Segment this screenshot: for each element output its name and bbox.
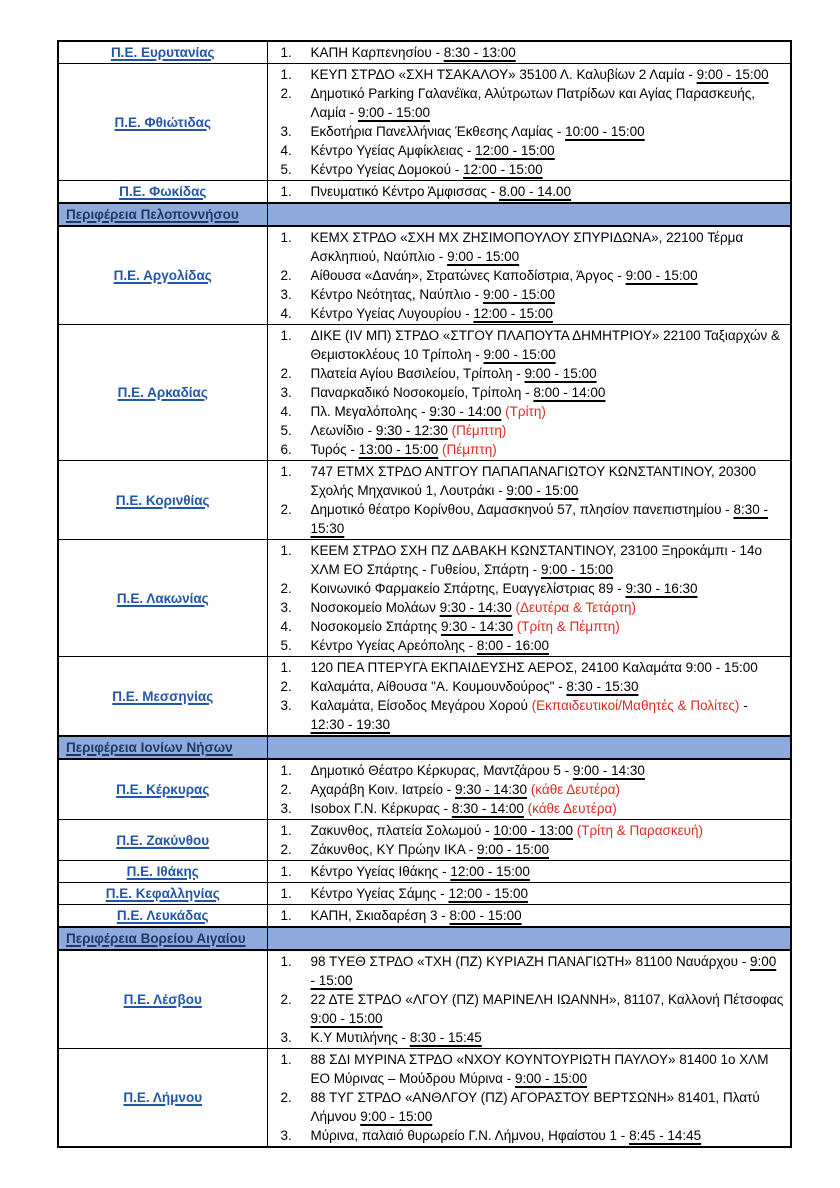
item-hours: 8:30 - 15:30: [566, 679, 639, 694]
item-text: [311, 141, 785, 160]
list-item: [268, 141, 785, 160]
item-hours: 9:00 - 15:00: [476, 842, 550, 857]
region-link[interactable]: Π.Ε. Κέρκυρας: [116, 782, 210, 797]
item-number: 1.: [280, 864, 292, 879]
section-header-empty-cell: [267, 736, 791, 759]
section-header-row: [58, 203, 791, 226]
item-text: [311, 696, 785, 734]
item-text: [311, 160, 785, 179]
item-hours: 12:00 - 15:00: [473, 306, 553, 321]
item-text: [311, 402, 785, 421]
item-location: Δημοτικό Θέατρο Κέρκυρας, Μαντζάρου 5 -: [310, 763, 573, 778]
list-item: [268, 677, 785, 696]
list-item: [268, 636, 785, 655]
region-link[interactable]: Π.Ε. Κεφαλληνίας: [105, 886, 220, 901]
item-number: 1.: [280, 823, 292, 838]
item-number: 3.: [280, 124, 292, 139]
item-location: 120 ΠΕΑ ΠΤΕΡΥΓΑ ΕΚΠΑΙΔΕΥΣΗΣ ΑΕΡΟΣ, 24100 Καλαμάτα 9:00 - 15:00: [310, 660, 758, 675]
list-item: [268, 617, 785, 636]
item-text: [311, 990, 785, 1028]
list-item: [268, 421, 785, 440]
section-header-label: Περιφέρεια Βορείου Αιγαίου: [66, 931, 246, 946]
region-link[interactable]: Π.Ε. Ζακύνθου: [116, 832, 210, 848]
item-number: 1.: [280, 763, 292, 778]
item-location: Νοσοκομείο Μολάων: [310, 600, 440, 615]
region-link[interactable]: Π.Ε. Μεσσηνίας: [112, 688, 214, 704]
item-location: ΚΕΜΧ ΣΤΡΔΟ «ΣΧΗ ΜΧ ΖΗΣΙΜΟΠΟΥΛΟΥ ΣΠΥΡΙΔΩΝΑ», 22100 Τέρμα Ασκληπιού, Ναύπλιο -: [310, 230, 744, 264]
region-link[interactable]: Π.Ε. Λέσβου: [123, 992, 202, 1007]
list-item: [268, 440, 785, 459]
list-item: [268, 1050, 785, 1088]
item-text: [311, 780, 785, 799]
item-number: 3.: [280, 698, 292, 713]
section-header-empty-cell: [267, 203, 791, 226]
region-link[interactable]: Π.Ε. Λήμνου: [123, 1090, 203, 1105]
table-row: [58, 759, 791, 820]
list-item: [268, 658, 785, 677]
item-location: Isobox Γ.Ν. Κέρκυρας -: [310, 801, 452, 816]
region-name-cell: [58, 657, 267, 737]
item-number: 1.: [280, 660, 292, 675]
item-location: Εκδοτήρια Πανελλήνιας Έκθεσης Λαμίας -: [310, 124, 566, 139]
region-name-cell: [58, 325, 267, 461]
region-name-cell: [58, 461, 267, 540]
list-item: [268, 579, 785, 598]
item-text: [311, 326, 785, 364]
item-location: 747 ΕΤΜΧ ΣΤΡΔΟ ΑΝΤΓΟΥ ΠΑΠΑΠΑΝΑΓΙΩΤΟΥ ΚΩΝΣΤΑΝΤΙΝΟΥ, 20300 Σχολής Μηχανικού 1, Λουτράκι -: [310, 464, 757, 498]
item-text: [311, 421, 785, 440]
item-text: [311, 636, 785, 655]
item-text: [311, 579, 785, 598]
location-list-cell: [267, 950, 791, 1049]
item-location: ΚΕΕΜ ΣΤΡΔΟ ΣΧΗ ΠΖ ΔΑΒΑΚΗ ΚΩΝΣΤΑΝΤΙΝΟΥ, 23100 Ξηροκάμπι - 14ο ΧΛΜ ΕΟ Σπάρτης - Γυθείου, Σπάρτη -: [310, 543, 763, 577]
table-row: [58, 226, 791, 325]
list-item: [268, 884, 785, 903]
item-location: Κέντρο Υγείας Αμφίκλειας -: [310, 143, 476, 158]
item-text: [311, 440, 785, 459]
location-list-cell: [267, 461, 791, 540]
item-hours: 8:00 - 16:00: [476, 638, 549, 653]
item-location: Παναρκαδικό Νοσοκομείο, Τρίπολη -: [310, 385, 534, 400]
section-header-cell: [58, 927, 267, 950]
region-link[interactable]: Π.Ε. Λακωνίας: [116, 590, 209, 606]
list-item: [268, 541, 785, 579]
item-text: [311, 1028, 785, 1047]
list-item: [268, 65, 785, 84]
location-list-cell: [267, 657, 791, 737]
location-list-cell: [267, 41, 791, 64]
item-number: 2.: [280, 679, 292, 694]
item-number: 4.: [280, 143, 292, 158]
item-number: 2.: [280, 366, 292, 381]
item-location: ΚΑΠΗ Καρπενησίου -: [310, 45, 444, 60]
item-hours: 12:00 - 15:00: [450, 864, 530, 879]
item-location: ΚΑΠΗ, Σκιαδαρέση 3 -: [310, 908, 450, 923]
table-row: [58, 41, 791, 64]
item-location: Δημοτικό θέατρο Κορίνθου, Δαμασκηνού 57, πλησίον πανεπιστημίου -: [310, 502, 734, 517]
document-page: [57, 40, 790, 1148]
section-header-row: [58, 927, 791, 950]
item-hours: 9:00 - 15:00: [482, 287, 555, 302]
section-header-cell: [58, 736, 267, 759]
item-number: 3.: [280, 600, 292, 615]
item-hours: 9:30 - 14:00: [429, 404, 502, 419]
item-hours: 9:30 - 14:30: [440, 619, 514, 634]
list-item: [268, 326, 785, 364]
list-item: [268, 500, 785, 538]
region-link[interactable]: Π.Ε. Κορινθίας: [115, 492, 210, 508]
list-item: [268, 1028, 785, 1047]
item-number: 3.: [280, 385, 292, 400]
item-hours: 12:00 - 15:00: [448, 886, 529, 901]
item-hours: 8:30 - 15:30: [310, 502, 769, 536]
location-list-cell: [267, 883, 791, 905]
item-text: [311, 1088, 785, 1126]
item-number: 2.: [280, 86, 292, 101]
list-item: [268, 990, 785, 1028]
item-text: [311, 65, 785, 84]
item-number: 1.: [280, 908, 292, 923]
list-item: [268, 840, 785, 859]
item-day-note: (κάθε Δευτέρα): [523, 801, 617, 816]
item-text: [311, 43, 785, 62]
item-number: 4.: [280, 404, 292, 419]
list-item: [268, 84, 785, 122]
item-number: 3.: [280, 287, 292, 302]
item-hours: 12:00 - 15:00: [463, 162, 543, 177]
item-text: [311, 266, 785, 285]
table-row: [58, 950, 791, 1049]
item-number: 1.: [280, 886, 292, 901]
item-number: 3.: [280, 1128, 292, 1143]
item-text: [311, 1126, 785, 1145]
section-header-row: [58, 736, 791, 759]
item-text: [311, 821, 785, 840]
item-day-note: (Εκπαιδευτικοί/Μαθητές & Πολίτες): [531, 698, 740, 713]
item-hours: 8:45 - 14:45: [629, 1128, 702, 1143]
item-text: [311, 500, 785, 538]
location-list-cell: [267, 540, 791, 657]
item-location: Δημοτικό Parking Γαλανέϊκα, Αλύτρωτων Πατρίδων και Αγίας Παρασκευής, Λαμία -: [310, 86, 756, 120]
item-hours: 9:00 - 15:00: [310, 1011, 383, 1026]
section-header-empty-cell: [267, 927, 791, 950]
item-location: 88 ΤΥΓ ΣΤΡΔΟ «ΑΝΘΛΓΟΥ (ΠΖ) ΑΓΟΡΑΣΤΟΥ ΒΕΡΤΣΩΝΗ» 81401, Πλατύ Λήμνου: [310, 1090, 760, 1124]
list-item: [268, 266, 785, 285]
item-text: [311, 952, 785, 990]
list-item: [268, 696, 785, 734]
table-row: [58, 64, 791, 181]
item-day-note: (Τρίτη & Παρασκευή): [572, 823, 704, 838]
location-list-cell: [267, 820, 791, 861]
list-item: [268, 402, 785, 421]
item-location: Πνευματικό Κέντρο Άμφισσας -: [310, 184, 499, 199]
item-location: Ζάκυνθος, ΚΥ Πρώην ΙΚΑ -: [310, 842, 477, 857]
item-number: 2.: [280, 842, 292, 857]
location-list-cell: [267, 861, 791, 883]
item-location: 22 ΔΤΕ ΣΤΡΔΟ «ΛΓΟΥ (ΠΖ) ΜΑΡΙΝΕΛΗ ΙΩΑΝΝΗ», 81107, Καλλονή Πέτσοφας: [310, 992, 784, 1007]
region-name-cell: [58, 540, 267, 657]
region-name-cell: [58, 883, 267, 905]
item-text: [311, 677, 785, 696]
item-location: Λεωνίδιο -: [310, 423, 376, 438]
region-name-cell: [58, 41, 267, 64]
table-row: [58, 181, 791, 204]
region-name-cell: [58, 226, 267, 325]
item-text: [311, 228, 785, 266]
item-number: 1.: [280, 67, 292, 82]
item-location: Ζακυνθος, πλατεία Σολωμού -: [310, 823, 494, 838]
list-item: [268, 383, 785, 402]
item-location: Κέντρο Υγείας Λυγουρίου -: [310, 306, 474, 321]
item-text: [311, 862, 785, 881]
item-hours: 9:00 - 15:00: [540, 562, 613, 577]
region-link[interactable]: Π.Ε. Ιθάκης: [126, 864, 199, 879]
list-item: [268, 122, 785, 141]
table-row: [58, 905, 791, 928]
list-item: [268, 285, 785, 304]
item-hours: 13:00 - 15:00: [358, 442, 439, 457]
item-hours: 9:00 - 15:00: [696, 67, 769, 82]
section-header-label: Περιφέρεια Πελοποννήσου: [66, 207, 239, 222]
location-list-cell: [267, 1049, 791, 1148]
item-number: 2.: [280, 1090, 292, 1105]
region-name-cell: [58, 759, 267, 820]
item-number: 3.: [280, 801, 292, 816]
item-location: Κέντρο Υγείας Σάμης -: [310, 886, 449, 901]
item-hours: 10:00 - 13:00: [493, 823, 573, 838]
table-row: [58, 1049, 791, 1148]
item-day-note: (Τρίτη): [501, 404, 546, 419]
region-name-cell: [58, 181, 267, 204]
item-hours: 8:30 - 14:00: [451, 801, 524, 816]
item-text: [311, 122, 785, 141]
item-text: [311, 304, 785, 323]
region-link[interactable]: Π.Ε. Αργολίδας: [113, 268, 212, 283]
item-number: 1.: [280, 1052, 292, 1067]
item-day-note: (κάθε Δευτέρα): [527, 782, 620, 797]
item-location: 88 ΣΔΙ ΜΥΡΙΝΑ ΣΤΡΔΟ «ΝΧΟΥ ΚΟΥΝΤΟΥΡΙΩΤΗ ΠΑΥΛΟΥ» 81400 1ο ΧΛΜ ΕΟ Μύρινας – Μούδρου Μύρινα -: [310, 1052, 769, 1086]
item-hours: 9:00 - 15:00: [447, 249, 520, 264]
item-number: 1.: [280, 328, 292, 343]
item-number: 1.: [280, 464, 292, 479]
item-hours: 12:00 - 15:00: [475, 143, 555, 158]
item-text: [311, 182, 785, 201]
item-number: 2.: [280, 581, 292, 596]
item-hours: 9:00 - 15:00: [360, 1109, 433, 1124]
item-hours: 9:30 - 12:30: [375, 423, 448, 438]
item-location: -: [739, 698, 748, 713]
item-hours: 9:30 - 14:30: [439, 600, 512, 615]
item-number: 4.: [280, 619, 292, 634]
item-hours: 9:00 - 15:00: [506, 483, 579, 498]
list-item: [268, 462, 785, 500]
item-number: 3.: [280, 1030, 292, 1045]
item-text: [311, 285, 785, 304]
item-hours: 8:00 - 15:00: [449, 908, 522, 923]
item-number: 2.: [280, 268, 292, 283]
location-list-cell: [267, 325, 791, 461]
item-location: ΔΙΚΕ (IV ΜΠ) ΣΤΡΔΟ «ΣΤΓΟΥ ΠΛΑΠΟΥΤΑ ΔΗΜΗΤΡΙΟΥ» 22100 Ταξιαρχών & Θεμιστοκλέους 10 Τρίπολη -: [310, 328, 781, 362]
item-hours: 9:00 - 15:00: [514, 1071, 588, 1086]
item-location: Καλαμάτα, Αίθουσα "Α. Κουμουνδούρος" -: [310, 679, 567, 694]
item-day-note: (Πέμπτη): [438, 442, 497, 457]
list-item: [268, 862, 785, 881]
item-number: 2.: [280, 992, 292, 1007]
table-row: [58, 883, 791, 905]
item-text: [311, 1050, 785, 1088]
region-name-cell: [58, 950, 267, 1049]
item-text: [311, 884, 785, 903]
item-location: ΚΕΥΠ ΣΤΡΔΟ «ΣΧΗ ΤΣΑΚΑΛΟΥ» 35100 Λ. Καλυβίων 2 Λαμία -: [310, 67, 697, 82]
item-number: 5.: [280, 638, 292, 653]
table-row: [58, 657, 791, 737]
list-item: [268, 780, 785, 799]
table-row: [58, 325, 791, 461]
table-row: [58, 540, 791, 657]
item-text: [311, 906, 785, 925]
list-item: [268, 228, 785, 266]
location-list-cell: [267, 759, 791, 820]
item-text: [311, 541, 785, 579]
item-text: [311, 799, 785, 818]
item-hours: 8.00 - 14.00: [498, 184, 572, 199]
table-row: [58, 461, 791, 540]
item-number: 2.: [280, 502, 292, 517]
item-location: Μύρινα, παλαιό θυρωρείο Γ.Ν. Λήμνου, Ηφαίστου 1 -: [310, 1128, 630, 1143]
item-location: Νοσοκομείο Σπάρτης: [310, 619, 441, 634]
item-location: 98 ΤΥΕΘ ΣΤΡΔΟ «ΤΧΗ (ΠΖ) ΚΥΡΙΑΖΗ ΠΑΝΑΓΙΩΤΗ» 81100 Ναυάρχου -: [310, 954, 750, 969]
item-number: 1.: [280, 954, 292, 969]
item-location: Τυρός -: [310, 442, 359, 457]
region-link[interactable]: Π.Ε. Φωκίδας: [119, 184, 207, 199]
item-hours: 9:00 - 15:00: [483, 347, 556, 362]
item-day-note: (Τρίτη & Πέμπτη): [513, 619, 620, 634]
item-location: Αίθουσα «Δανάη», Στρατώνες Καποδίστρια, Άργος -: [310, 268, 626, 283]
schedule-table: [57, 40, 792, 1148]
item-hours: 9:00 - 15:00: [625, 268, 698, 283]
item-number: 1.: [280, 230, 292, 245]
list-item: [268, 43, 785, 62]
item-location: Κέντρο Νεότητας, Ναύπλιο -: [310, 287, 483, 302]
region-name-cell: [58, 1049, 267, 1148]
list-item: [268, 598, 785, 617]
region-link[interactable]: Π.Ε. Αρκαδίας: [117, 385, 208, 400]
item-location: Κ.Υ Μυτιλήνης -: [310, 1030, 410, 1045]
table-row: [58, 820, 791, 861]
item-number: 2.: [280, 782, 292, 797]
list-item: [268, 364, 785, 383]
item-day-note: (Δευτέρα & Τετάρτη): [511, 600, 637, 615]
list-item: [268, 160, 785, 179]
item-text: [311, 462, 785, 500]
region-link[interactable]: Π.Ε. Λευκάδας: [116, 908, 209, 923]
item-day-note: (Πέμπτη): [447, 423, 507, 438]
item-hours: 10:00 - 15:00: [565, 124, 645, 139]
item-number: 5.: [280, 423, 292, 438]
item-text: [311, 598, 785, 617]
item-number: 1.: [280, 184, 292, 199]
list-item: [268, 1126, 785, 1145]
item-number: 6.: [280, 442, 292, 457]
item-number: 5.: [280, 162, 292, 177]
region-name-cell: [58, 64, 267, 181]
schedule-table-body: [58, 41, 791, 1147]
item-location: Πλατεία Αγίου Βασιλείου, Τρίπολη -: [310, 366, 525, 381]
item-hours: 8:30 - 15:45: [409, 1030, 482, 1045]
list-item: [268, 906, 785, 925]
region-link[interactable]: Π.Ε. Ευρυτανίας: [110, 45, 215, 60]
list-item: [268, 821, 785, 840]
item-hours: 9:30 - 14:30: [455, 782, 528, 797]
location-list-cell: [267, 905, 791, 928]
item-location: Κέντρο Υγείας Ιθάκης -: [310, 864, 451, 879]
item-location: Πλ. Μεγαλόπολης -: [310, 404, 430, 419]
item-text: [311, 658, 785, 677]
list-item: [268, 952, 785, 990]
region-name-cell: [58, 820, 267, 861]
item-hours: 9:00 - 14:30: [572, 763, 645, 778]
item-number: 1.: [280, 45, 292, 60]
item-hours: 9:00 - 15:00: [357, 105, 430, 120]
item-text: [311, 761, 785, 780]
item-location: Καλαμάτα, Είσοδος Μεγάρου Χορού: [310, 698, 532, 713]
location-list-cell: [267, 64, 791, 181]
region-name-cell: [58, 905, 267, 928]
item-number: 4.: [280, 306, 292, 321]
location-list-cell: [267, 226, 791, 325]
item-location: Αχαράβη Κοιν. Ιατρείο -: [310, 782, 455, 797]
item-location: Κοινωνικό Φαρμακείο Σπάρτης, Ευαγγελίστριας 89 -: [310, 581, 626, 596]
item-hours: 8:00 - 14:00: [533, 385, 606, 400]
item-hours: 9:00 - 15:00: [524, 366, 597, 381]
list-item: [268, 799, 785, 818]
list-item: [268, 761, 785, 780]
item-hours: 12:30 - 19:30: [310, 717, 391, 732]
section-header-cell: [58, 203, 267, 226]
section-header-label: Περιφέρεια Ιονίων Νήσων: [66, 740, 233, 755]
list-item: [268, 1088, 785, 1126]
item-text: [311, 840, 785, 859]
region-link[interactable]: Π.Ε. Φθιώτιδας: [114, 114, 211, 130]
item-text: [311, 84, 785, 122]
item-location: Κέντρο Υγείας Δομοκού -: [310, 162, 464, 177]
item-hours: 9:00 - 15:00: [310, 954, 777, 988]
item-hours: 9:30 - 16:30: [625, 581, 698, 596]
item-location: Κέντρο Υγείας Αρεόπολης -: [310, 638, 477, 653]
item-number: 1.: [280, 543, 292, 558]
item-text: [311, 617, 785, 636]
location-list-cell: [267, 181, 791, 204]
table-row: [58, 861, 791, 883]
item-text: [311, 383, 785, 402]
list-item: [268, 304, 785, 323]
item-hours: 8:30 - 13:00: [443, 45, 516, 60]
region-name-cell: [58, 861, 267, 883]
item-text: [311, 364, 785, 383]
list-item: [268, 182, 785, 201]
